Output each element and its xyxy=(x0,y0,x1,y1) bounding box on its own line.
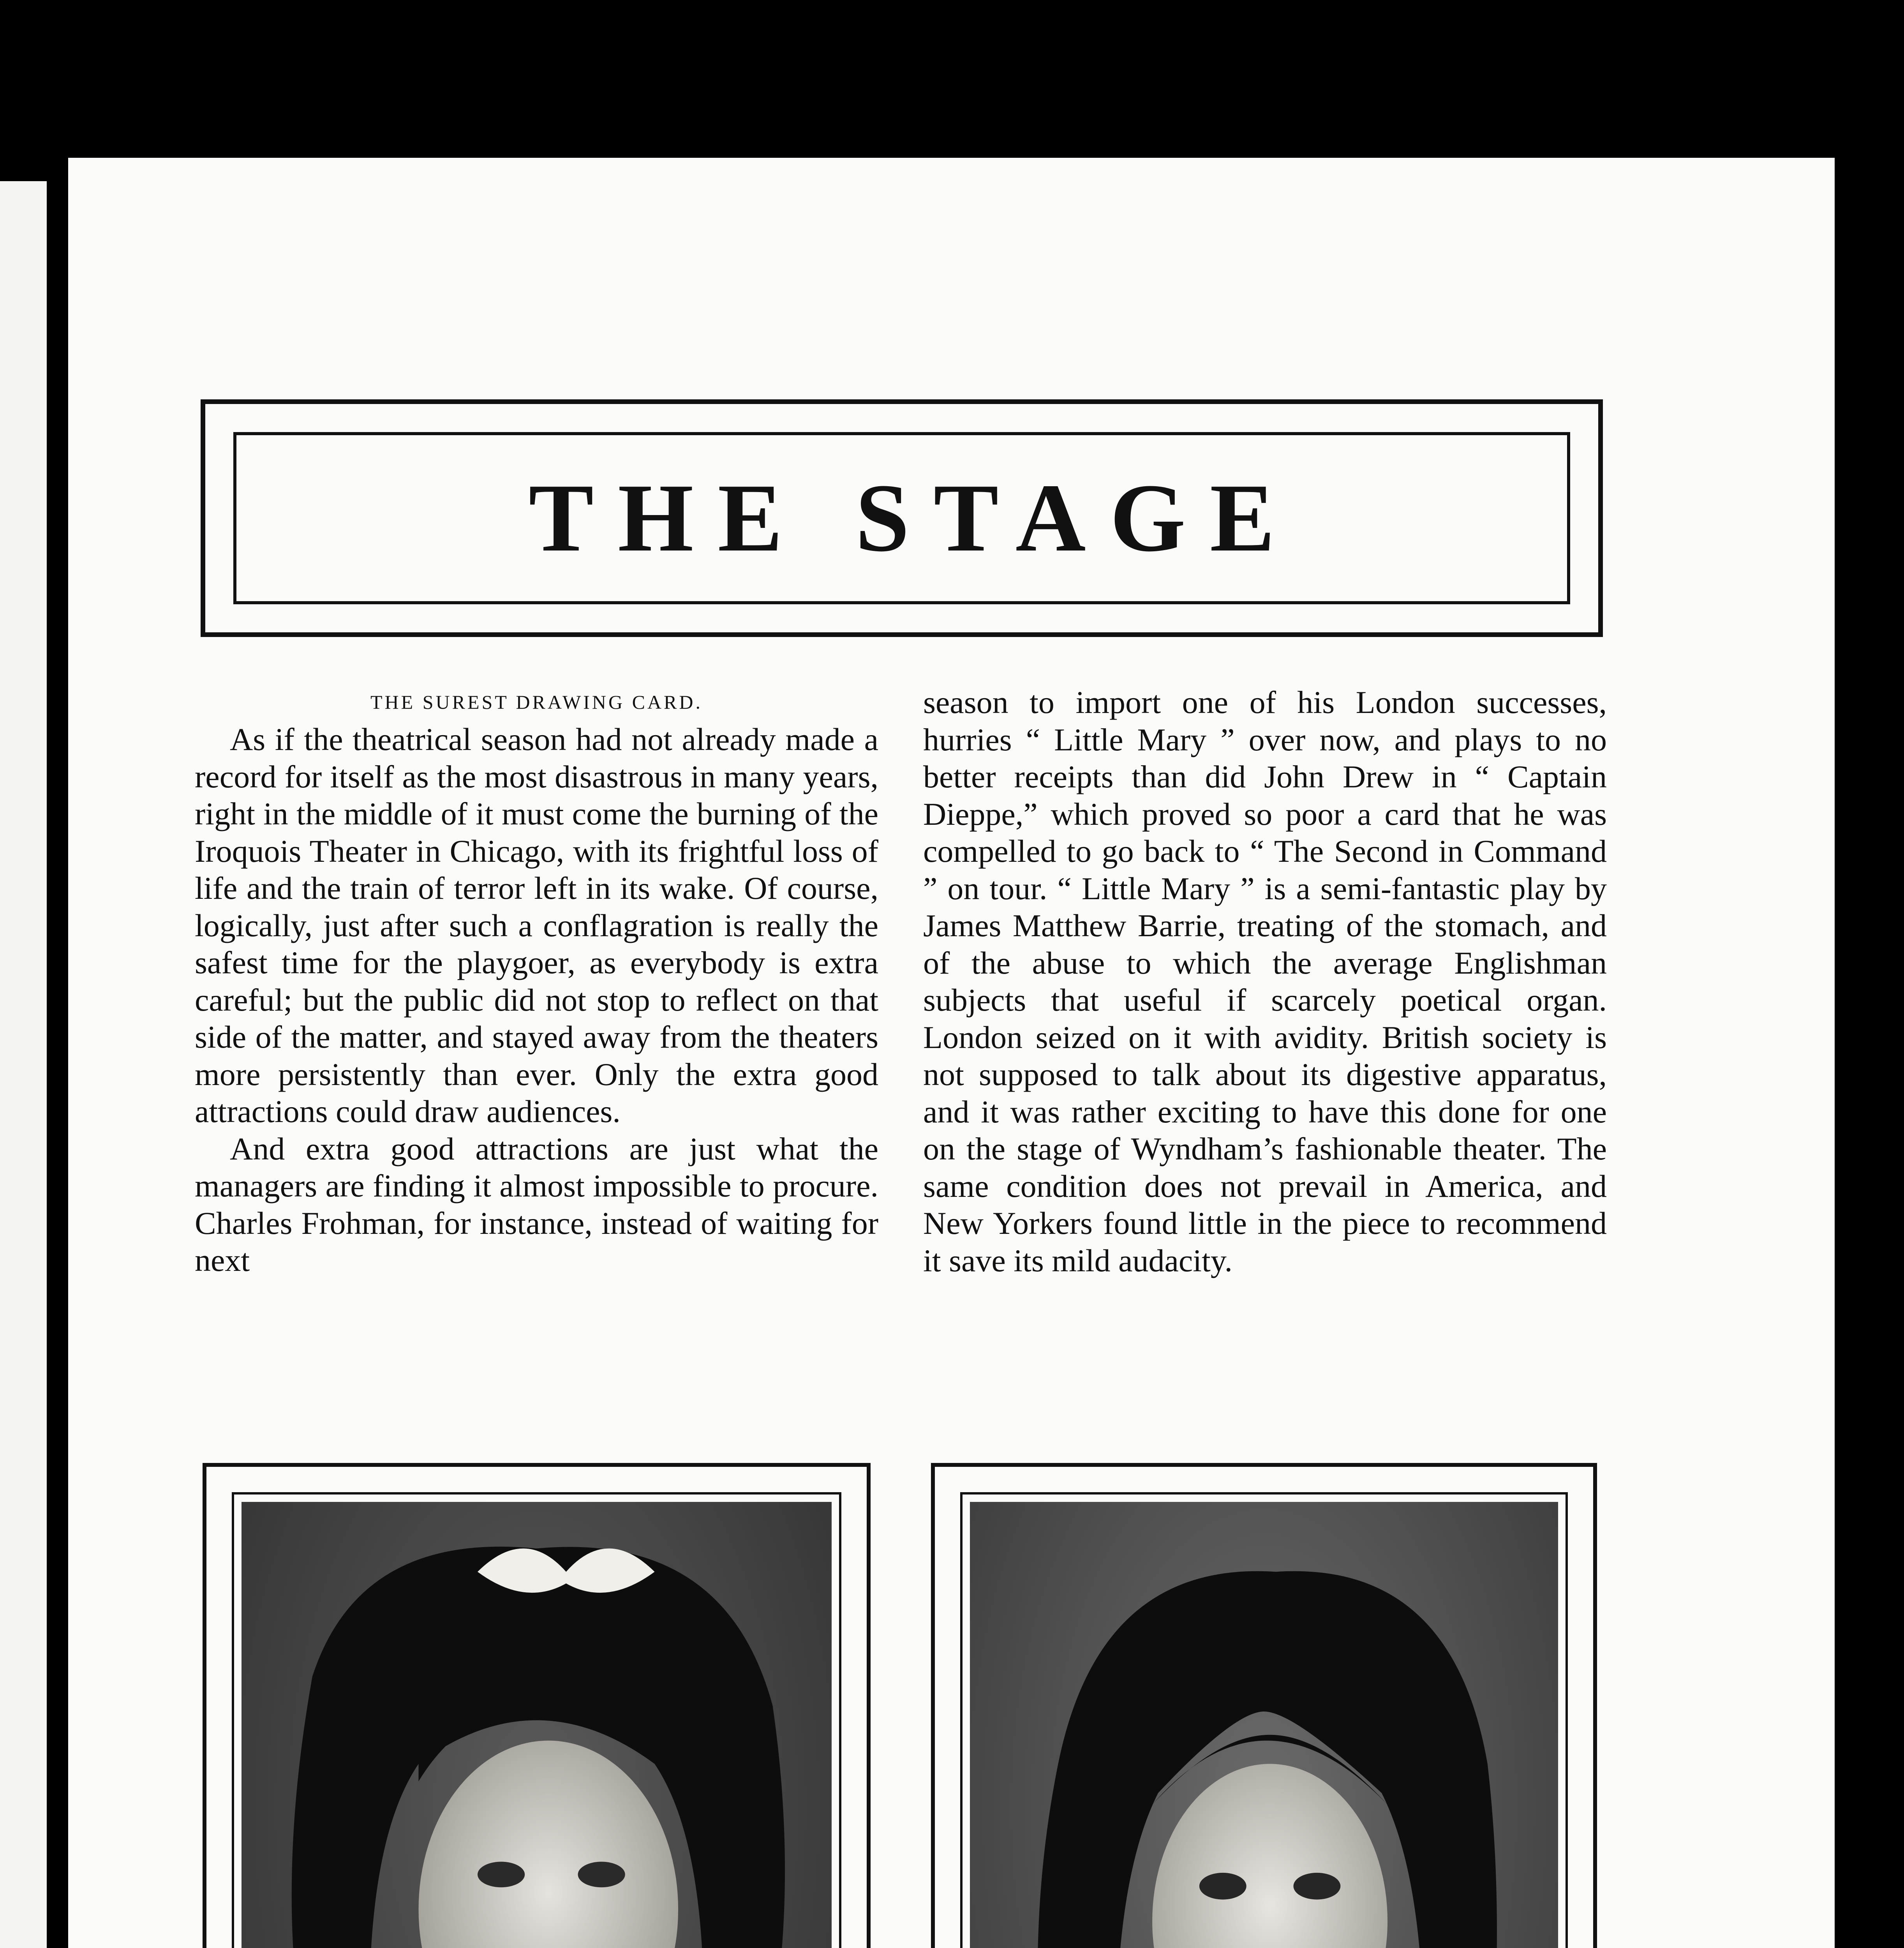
article-column-left xyxy=(195,684,878,1279)
article-paragraph: As if the theatrical season had not already made a record for itself as the most disastrous in many years, right in the middle of it must come the burning of the Iroquois Theater in Chicago, with its frightful loss of life and the train of terror left in its wake. Of course, logically, just after such a conflagration is really the safest time for the playgoer, as everybody is extra careful; but the public did not stop to reflect on that side of the matter, and stayed away from the theaters more persistently than ever. Only the extra good attractions could draw audiences. xyxy=(195,722,878,1129)
portrait-photo-ethel-powers xyxy=(970,1502,1558,1948)
portrait-frame-left xyxy=(203,1463,871,1948)
portrait-frame-right xyxy=(931,1463,1597,1948)
article-paragraph: And extra good attractions are just what the managers are finding it almost impossible to procure. Charles Frohman, for instance, instead of waiting for next xyxy=(195,1131,878,1278)
adjacent-page-edge xyxy=(0,181,47,1948)
page-title: THE STAGE xyxy=(529,464,1299,572)
article-subhead: THE SUREST DRAWING CARD. xyxy=(370,691,703,713)
article-paragraph: season to import one of his London successes, hurries “ Little Mary ” over now, and plays to no better receipts than did John Drew in “ Captain Dieppe,” which proved so poor a card that he was compelled to go back to “ The Second in Command ” on tour. “ Little Mary ” is a semi-fantastic play by James Matthew Barrie, treating of the stomach, and of the abuse to which the average Englishman subjects that useful if scarcely poetical organ. London seized on it with avidity. British society is not supposed to talk about its digestive apparatus, and it was rather exciting to have this done for one on the stage of Wyndham’s fashionable theater. The same condition does not prevail in America, and New Yorkers found little in the piece to recommend it save its mild audacity. xyxy=(923,685,1607,1278)
portrait-photo-jessie-richmond xyxy=(242,1502,832,1948)
article-column-right xyxy=(923,684,1607,1279)
title-frame xyxy=(201,399,1603,637)
title-frame-inner xyxy=(233,432,1570,604)
